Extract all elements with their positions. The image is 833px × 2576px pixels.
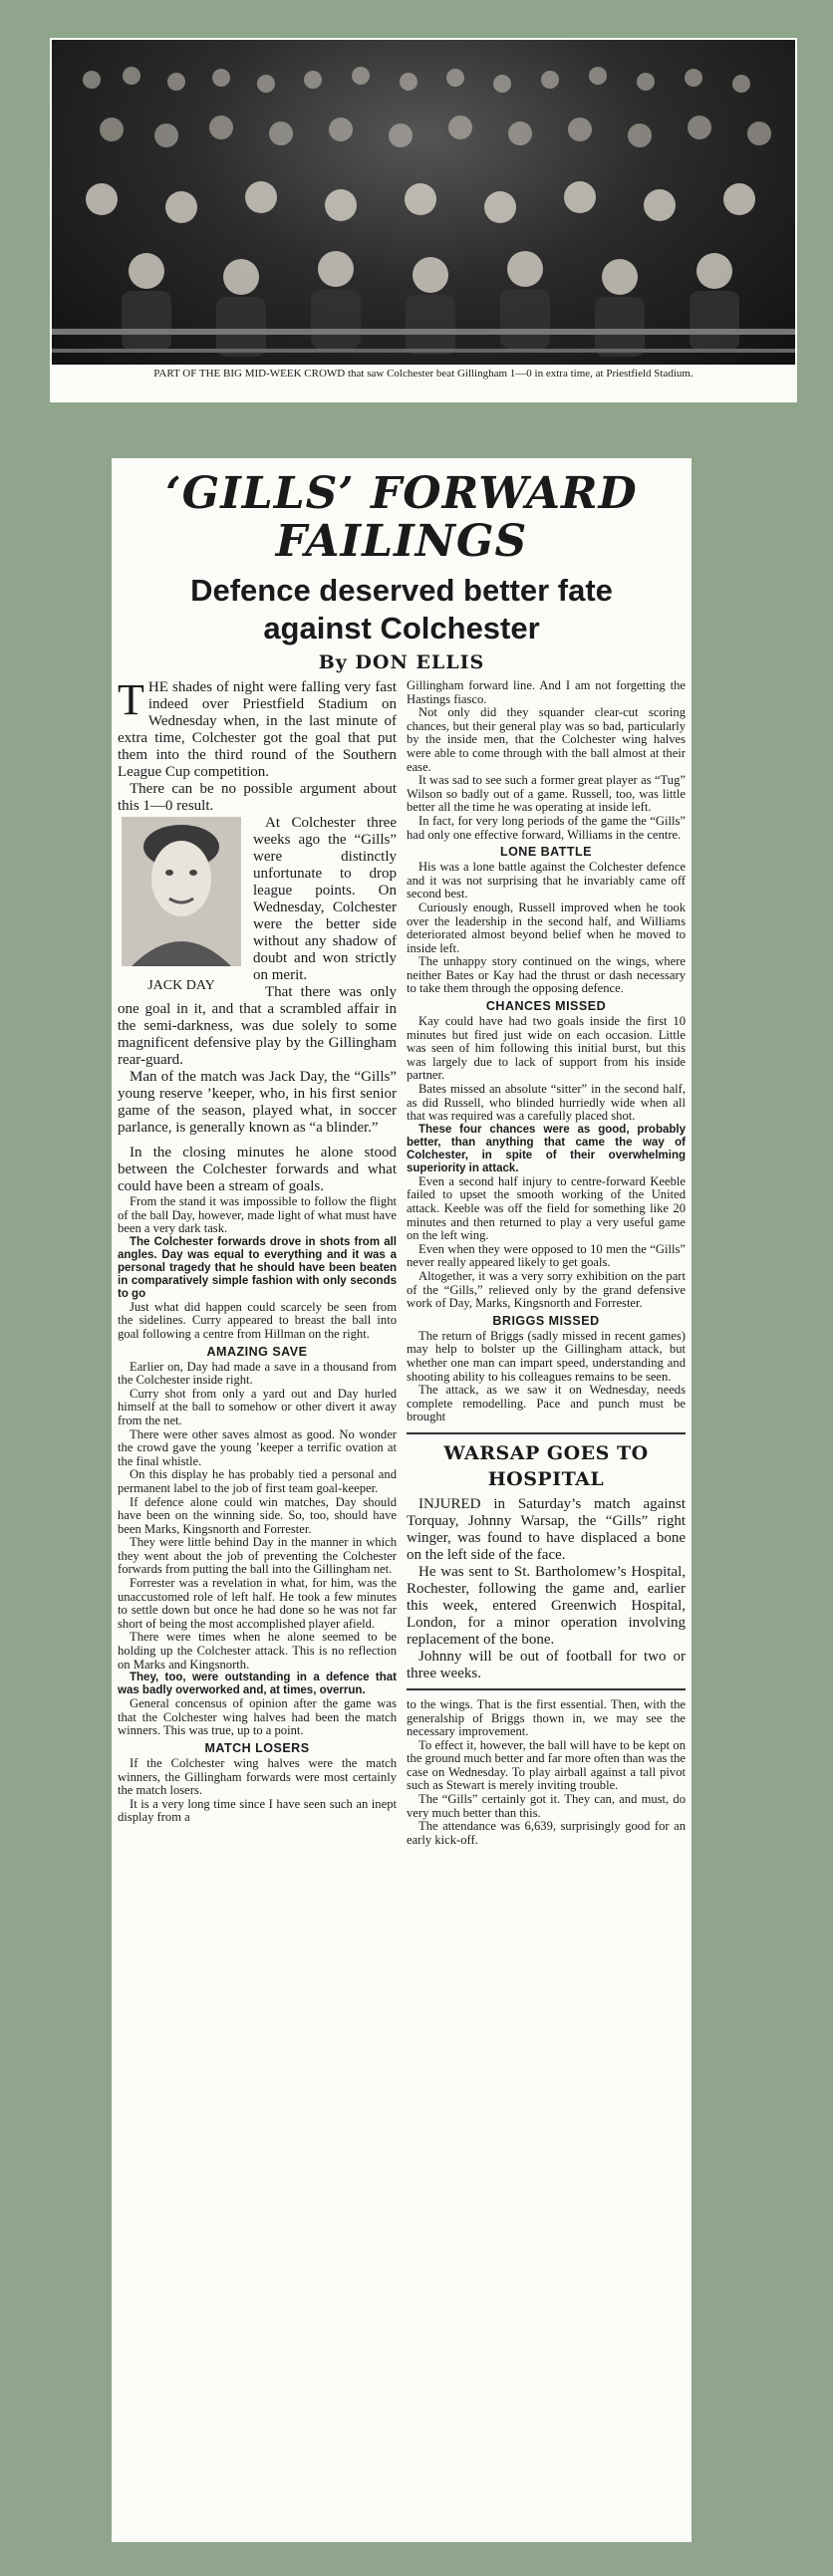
paragraph: INJURED in Saturday’s match against Torquay, Johnny Warsap, the “Gills” right winger, was found to have displaced a bone on the left side of the face. <box>407 1495 686 1563</box>
article <box>112 458 692 2542</box>
portrait-icon <box>122 817 241 966</box>
paragraph: There were other saves almost as good. No wonder the crowd gave the young ’keeper a terrific ovation at the final whistle. <box>118 1426 397 1468</box>
subhead-line-2: against Colchester <box>263 611 540 645</box>
photo-caption: PART OF THE BIG MID-WEEK CROWD that saw Colchester beat Gillingham 1—0 in extra time, at Priestfield Stadium. <box>153 368 694 380</box>
paragraph: Forrester was a revelation in what, for him, was the unaccustomed role of left half. He took a few minutes to settle down but once he had done so he was not far short of being the most accomplished player afield. <box>118 1576 397 1631</box>
paragraph: In the closing minutes he alone stood between the Colchester forwards and what could have been a stream of goals. <box>118 1145 397 1194</box>
paragraph: Even a second half injury to centre-forward Keeble failed to upset the smooth working of the United attack. Keeble was off the field for something like 20 minutes and then returned to play a very useful game on the left wing. <box>407 1173 686 1243</box>
paragraph: Curry shot from only a yard out and Day hurled himself at the ball to somehow or other divert it away from the net. <box>118 1386 397 1427</box>
paragraph: It was sad to see such a former great player as “Tug” Wilson so badly out of a game. Russell, too, was little better all the time he was operating at inside left. <box>407 773 686 815</box>
photo-card <box>50 38 797 402</box>
paragraph: On this display he has probably tied a personal and permanent label to the job of first team goal-keeper. <box>118 1467 397 1495</box>
paragraph: Even when they were opposed to 10 men the “Gills” never really appeared likely to get goals. <box>407 1241 686 1270</box>
headline <box>118 470 686 566</box>
section-heading: LONE BATTLE <box>499 845 593 860</box>
paragraph: Just what did happen could scarcely be seen from the sidelines. Curry appeared to breast the ball into goal following a centre from Hillman on the right. <box>118 1299 397 1341</box>
paragraph: Johnny will be out of football for two or three weeks. <box>407 1648 686 1681</box>
paragraph-bold: These four chances were as good, probably better, than anything that came the way of Colchester, in spite of their overwhelming superiority in attack. <box>407 1123 686 1174</box>
portrait-caption: JACK DAY <box>147 978 215 993</box>
headline-line-2: FAILINGS <box>275 516 528 567</box>
paragraph: There can be no possible argument about this 1—0 result. <box>118 781 397 814</box>
paragraph: In fact, for very long periods of the game the “Gills” had only one effective forward, Williams in the centre. <box>407 813 686 842</box>
drop-cap: T <box>118 675 144 724</box>
paragraph: At Colchester three weeks ago the “Gills” were distinctly unfortunate to drop league points. On Wednesday, Colchester were the better side without any shadow of doubt and won strictly on merit. <box>253 815 397 983</box>
paragraph: From the stand it was impossible to follow the flight of the ball Day, however, made light of what must have been a very dark task. <box>118 1194 397 1236</box>
paragraph: The attendance was 6,639, surprisingly good for an early kick-off. <box>407 1819 686 1847</box>
paragraph: The unhappy story continued on the wings, where neither Bates or Kay had the thrust or dash necessary to take them through the opposing defence. <box>407 954 686 996</box>
portrait-block <box>118 817 245 994</box>
paragraph: Kay could have had two goals inside the first 10 minutes but fired just wide on each occasion. Little was seen of him following this initial burst, but this was largely due to lack of support from his inside partner. <box>407 1014 686 1083</box>
paragraph: If defence alone could win matches, Day should have been on the winning side. So, too, should have been Marks, Kingsnorth and Forrester. <box>118 1494 397 1536</box>
portrait-photo-jack-day <box>122 817 241 966</box>
crowd-silhouettes <box>52 40 795 365</box>
paragraph: Not only did they squander clear-cut scoring chances, but their general play was so bad, particularly by the inside men, that the Colchester wing halves were able to come through with the ball almost at their ease. <box>407 705 686 774</box>
headline-line-1: ‘GILLS’ FORWARD <box>165 468 638 519</box>
paragraph: That there was only one goal in it, and that a scrambled affair in the semi-darkness, was due solely to some magnificent defensive play by the Gillingham rear-guard. <box>118 984 397 1068</box>
paragraph: They were little behind Day in the manner in which they went about the job of preventing the Colchester forwards from putting the ball into the Gillingham net. <box>118 1535 397 1577</box>
article-columns <box>118 675 686 1847</box>
railing <box>52 329 795 335</box>
section-heading: BRIGGS MISSED <box>492 1313 600 1328</box>
crowd-photo <box>52 40 795 365</box>
paragraph: Man of the match was Jack Day, the “Gills” young reserve ’keeper, who, in his first senior game of the season, played what, in soccer parlance, is generally known as “a blinder.” <box>118 1069 397 1136</box>
subheadline <box>118 572 686 647</box>
railing-lower <box>52 349 795 353</box>
paragraph: If the Colchester wing halves were the match winners, the Gillingham forwards were most certainly the match losers. <box>118 1756 397 1798</box>
paragraph: to the wings. That is the first essential. Then, with the generalship of Briggs thown in, we may see the necessary improvement. <box>407 1696 686 1739</box>
column-right <box>407 679 686 1847</box>
paragraph: The return of Briggs (sadly missed in recent games) may help to bolster up the Gillingham attack, but whether one man can impart speed, understanding and shooting ability to his colleagues remains to be seen. <box>407 1328 686 1384</box>
paragraph: General concensus of opinion after the game was that the Colchester wing halves had been the match winners. This was true, up to a point. <box>118 1696 397 1738</box>
paragraph: Curiously enough, Russell improved when he took over the leadership in the second half, and Williams deteriorated almost beyond belief when he moved to inside left. <box>407 900 686 955</box>
paragraph: He was sent to St. Bartholomew’s Hospital, Rochester, following the game and, earlier this week, entered Greenwich Hospital, London, for a minor operation involving replacement of the bone. <box>407 1563 686 1648</box>
section-heading: MATCH LOSERS <box>204 1741 310 1755</box>
paragraph: To effect it, however, the ball will have to be kept on the ground much better and far more often than was the case on Wednesday. To play airball against a tall pivot such as Stewart is merely inviting trouble. <box>407 1737 686 1793</box>
paragraph: Earlier on, Day had made a save in a thousand from the Colchester inside right. <box>118 1359 397 1388</box>
paragraph: His was a lone battle against the Colchester defence and it was not surprising that he invariably came off second best. <box>407 860 686 902</box>
paragraph: THE shades of night were falling very fast indeed over Priestfield Stadium on Wednesday when, in the last minute of extra time, Colchester got the goal that put them into the third round of the Southern League Cup competition. <box>118 675 397 780</box>
paragraph: Altogether, it was a very sorry exhibition on the part of the “Gills,” relieved only by the grand defensive work of Day, Marks, Kingsnorth and Forrester. <box>407 1268 686 1311</box>
paragraph-bold: The Colchester forwards drove in shots from all angles. Day was equal to everything and it was a personal tragedy that he should have been beaten in comparatively simple fashion with only seconds to go <box>118 1235 397 1300</box>
paragraph-bold: They, too, were outstanding in a defence that was badly overworked and, at times, overrun. <box>118 1672 397 1697</box>
subhead-line-1: Defence deserved better fate <box>190 573 613 608</box>
section-heading: CHANCES MISSED <box>485 999 607 1014</box>
paragraph: There were times when he alone seemed to be holding up the Colchester attack. This is no reflection on Marks and Kingsnorth. <box>118 1630 397 1672</box>
column-left <box>118 675 397 1847</box>
byline: By DON ELLIS <box>318 651 485 673</box>
paragraph: The attack, as we saw it on Wednesday, needs complete remodelling. Pace and punch must be brought <box>407 1383 686 1424</box>
paragraph: It is a very long time since I have seen such an inept display from a <box>118 1796 397 1825</box>
sidebar-warsap <box>407 1432 686 1690</box>
sidebar-title: WARSAP GOES TO HOSPITAL <box>443 1441 649 1490</box>
section-heading: AMAZING SAVE <box>206 1344 308 1359</box>
paragraph: The “Gills” certainly got it. They can, and must, do very much better than this. <box>407 1792 686 1820</box>
paragraph: Gillingham forward line. And I am not forgetting the Hastings fiasco. <box>407 678 686 706</box>
paragraph: Bates missed an absolute “sitter” in the second half, as did Russell, who blinded hurriedly wide when all that was required was a carefully placed shot. <box>407 1082 686 1124</box>
